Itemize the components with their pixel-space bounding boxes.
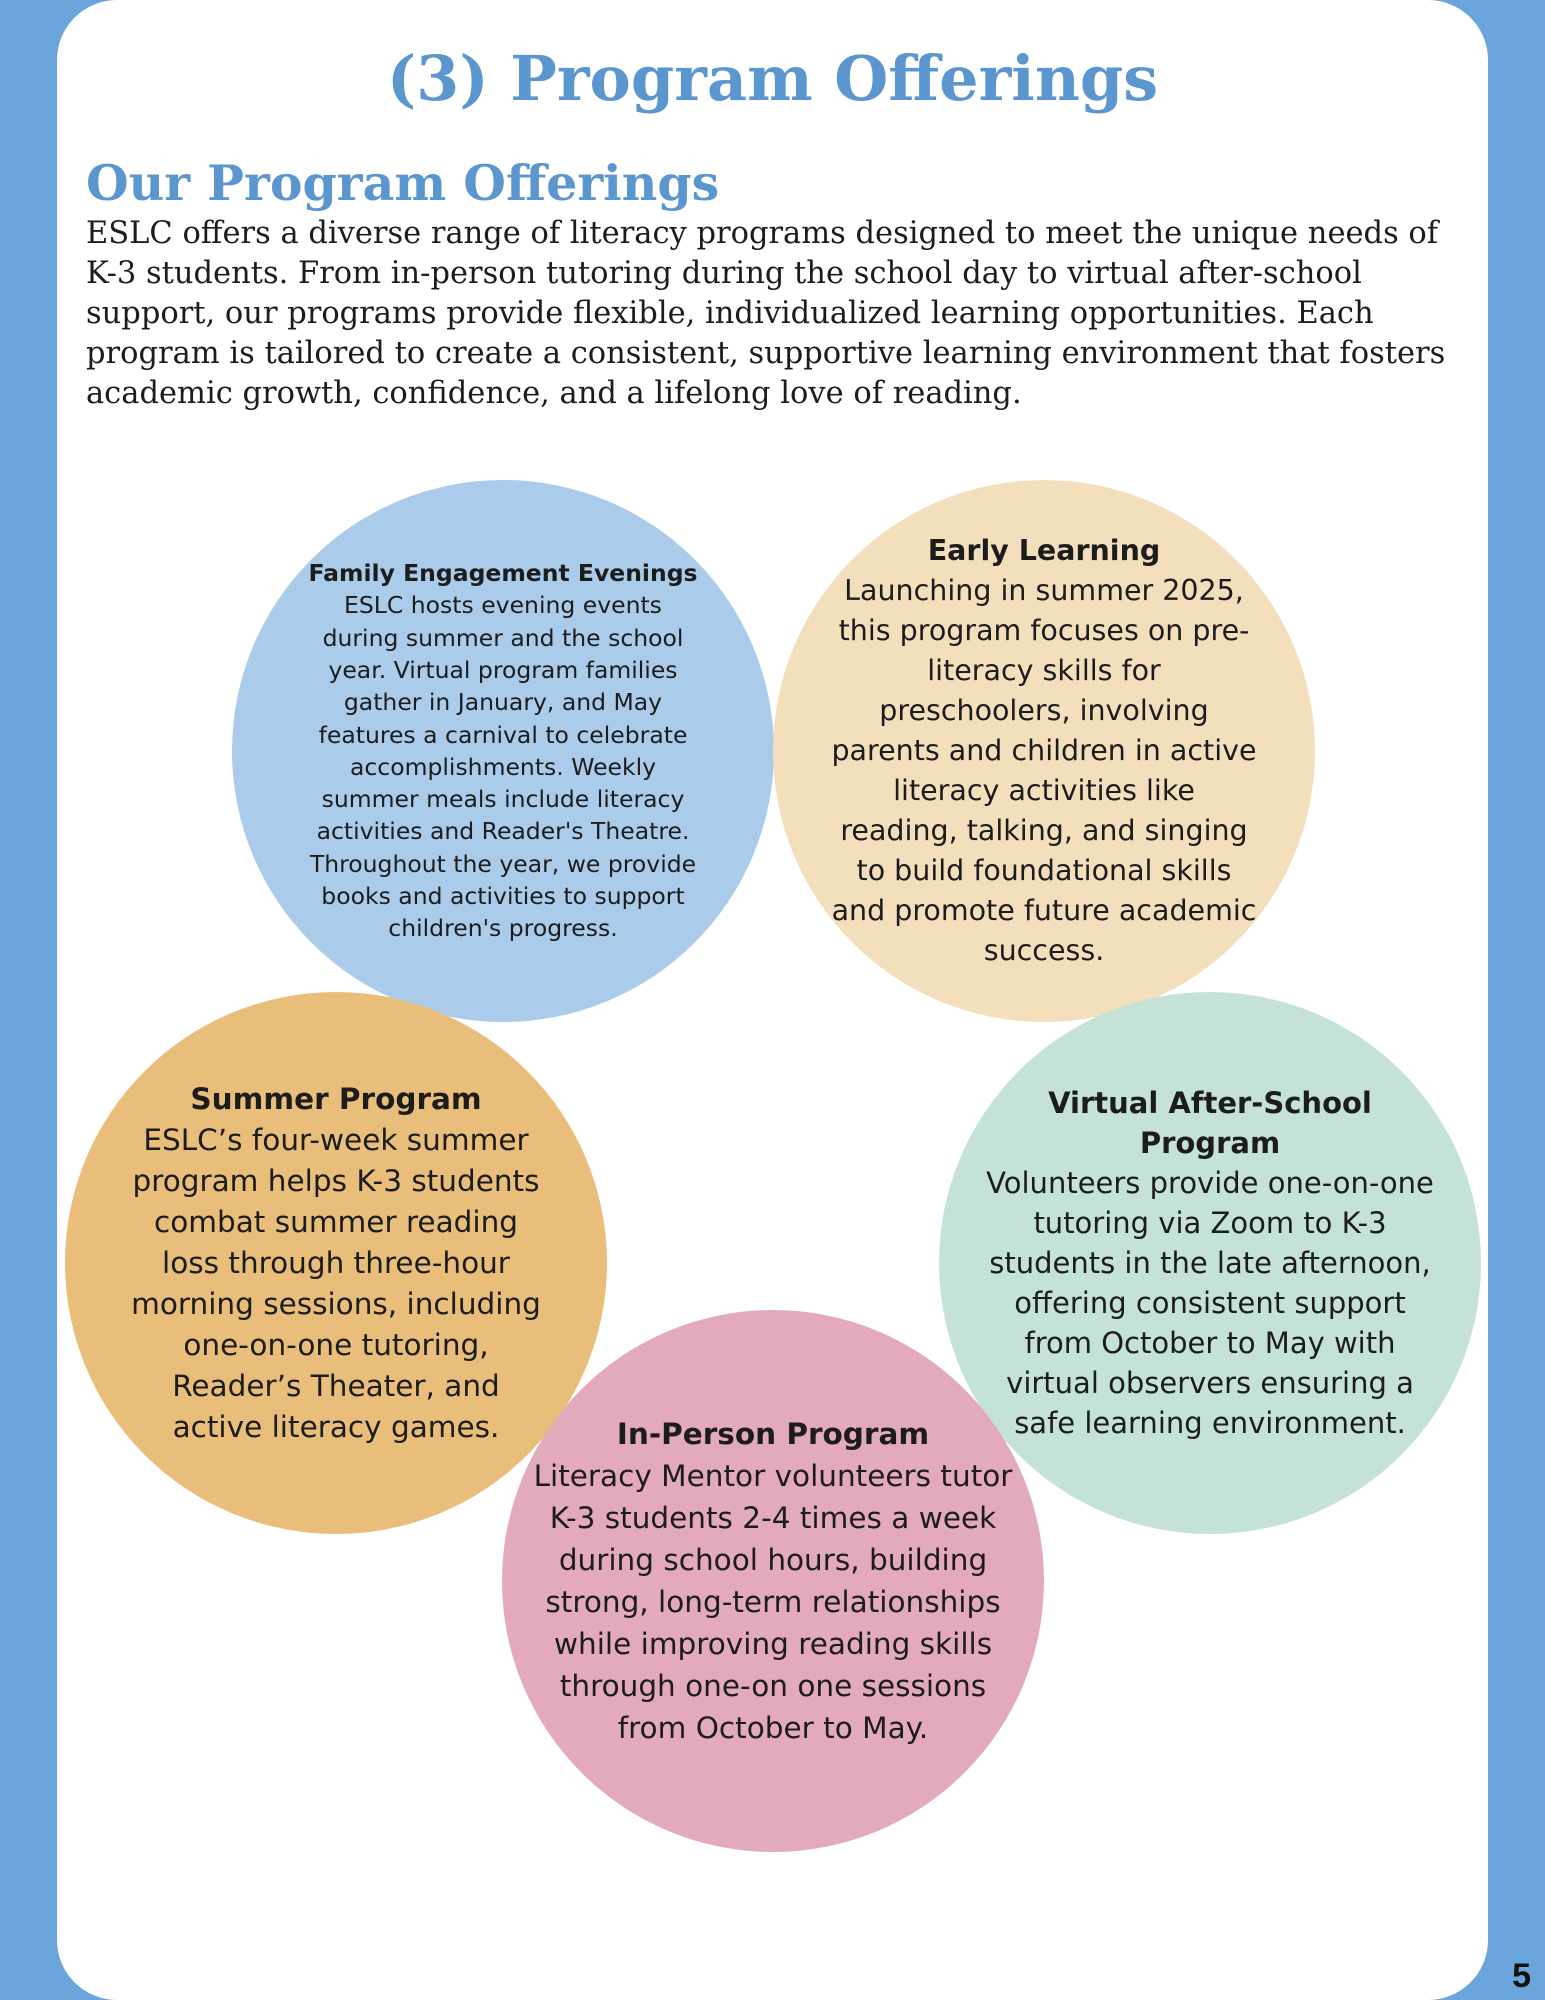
program-title: Summer Program <box>190 1081 482 1116</box>
program-description: Volunteers provide one-on-one tutoring via Zoom to K-3 students in the late afternoon, offering consistent support from October to May with virtual observers ensuring a safe learning environment. <box>986 1166 1434 1440</box>
program-circle-family-engagement <box>232 480 774 1022</box>
program-description: ESLC’s four-week summer program helps K-3 students combat summer reading loss through three-hour morning sessions, including one-on-one tutoring, Reader’s Theater, and active literacy games. <box>131 1122 541 1444</box>
page-number: 5 <box>1512 1957 1531 1995</box>
program-description: ESLC hosts evening events during summer and the school year. Virtual program families gather in January, and May features a carnival to celebrate accomplishments. Weekly summer meals include literacy activities and Reader's Theatre. Throughout the year, we provide books and activities to support children's progress. <box>309 591 697 943</box>
program-description: Literacy Mentor volunteers tutor K-3 students 2-4 times a week during school hours, building strong, long-term relationships while improving reading skills through one-on one sessions from October to May. <box>533 1459 1013 1745</box>
program-title: In-Person Program <box>616 1417 930 1451</box>
intro-paragraph: ESLC offers a diverse range of literacy programs designed to meet the unique needs of K-3 students. From in-person tutoring during the school day to virtual after-school support, our programs provide flexible, individualized learning opportunities. Each program is tailored to create a consistent, supportive learning environment that fosters academic growth, confidence, and a lifelong love of reading. <box>86 216 1446 411</box>
program-title: Early Learning <box>927 534 1161 567</box>
program-circle-early-learning <box>773 480 1315 1022</box>
page-title: (3) Program Offerings <box>386 42 1159 115</box>
program-title: Family Engagement Evenings <box>308 559 698 588</box>
program-circle-summer <box>65 992 607 1534</box>
program-circle-in-person <box>502 1310 1044 1852</box>
section-heading: Our Program Offerings <box>86 154 720 212</box>
program-title: Virtual After-School Program <box>1048 1086 1372 1160</box>
program-circle-virtual-after-school <box>939 992 1481 1534</box>
program-description: Launching in summer 2025, this program focuses on pre-literacy skills for preschoolers, involving parents and children in active literacy activities like reading, talking, and singing to build foundational skills and promote future academic success. <box>831 574 1257 967</box>
